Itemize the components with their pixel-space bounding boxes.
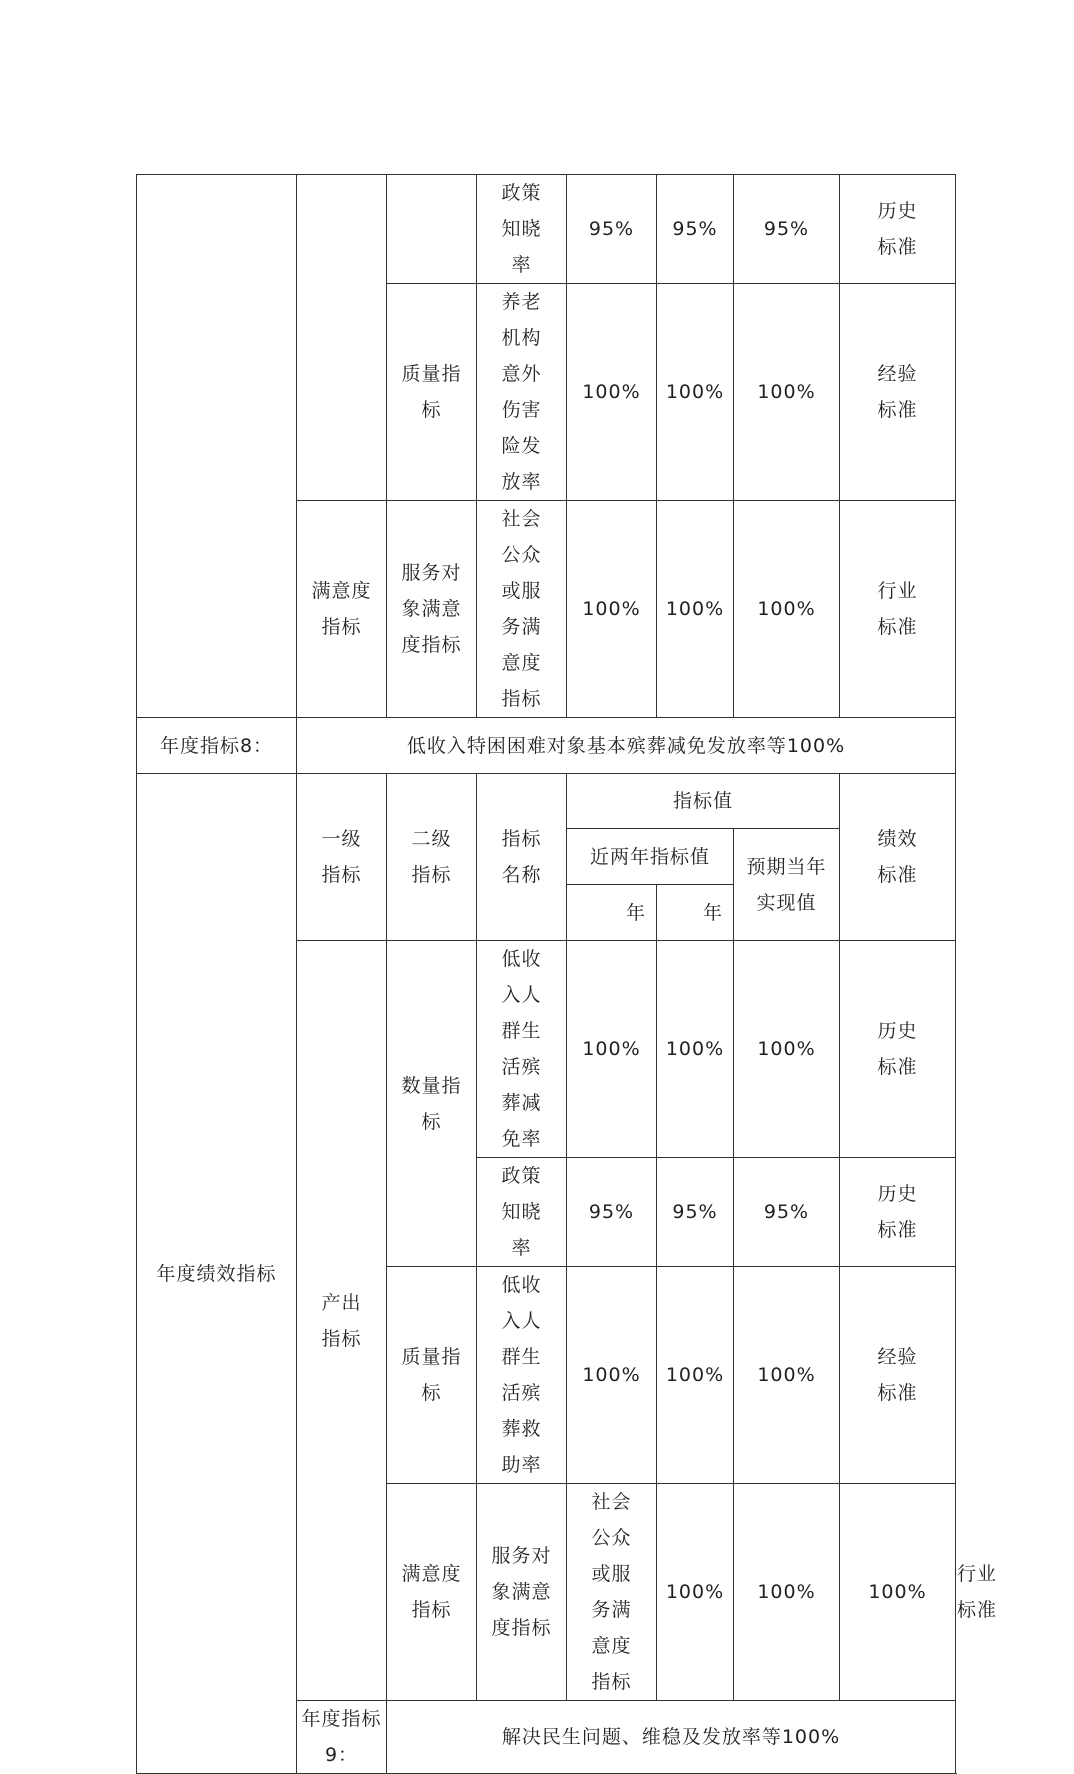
indicator-standard: 行业标准 — [840, 501, 956, 718]
indicator-target-value: 100% — [734, 1267, 840, 1484]
indicator-target-value: 95% — [734, 1158, 840, 1267]
header-year-b: 年 — [657, 885, 734, 941]
continuation-level1-cell — [297, 175, 387, 501]
header-performance-standard: 绩效标准 — [840, 774, 956, 941]
goal-9-label: 年度指标9： — [297, 1701, 387, 1774]
level1-satisfaction: 满意度指标 — [297, 501, 387, 718]
performance-indicator-table: 政策知晓率 95% 95% 95% 历史标准 质量指标 养老机构意外伤害险发放率 100% 100% 100% 经验标准 满意度指标 服务对象满意度指标 社会公众或服务满意度指标 100% 100% 100% 行业标准 年度指标8： 低收入特困困难对象基本殡葬减免发放率等100% 年度绩效指标 一级指标 二级指标 指标名称 指标值 绩效标准 近两年指标值 预期当年实现值 年 年 产出指标 数量指标 低收入人群生活殡葬减免率 100% 100% 100% 历史标准 政策知晓率 95% 95% 95% 历史标准 质量指标 低收入人群生活殡葬救助率 100% 100% 100% 经验标准 满意度指标 服务对象满意度指标 社会公众或服务满意度指标 100% 100% 100% 行业标准 年度指标9： 解决民生问题、维稳及发放率等100% — [136, 174, 956, 1774]
goal-8-text: 低收入特困困难对象基本殡葬减免发放率等100% — [297, 718, 956, 774]
indicator-target-value: 100% — [734, 501, 840, 718]
indicator-standard: 经验标准 — [840, 1267, 956, 1484]
indicator-value-year2: 95% — [657, 175, 734, 284]
level2-quality: 质量指标 — [387, 284, 477, 501]
indicator-value-year1: 95% — [567, 1158, 657, 1267]
level2-quality: 质量指标 — [387, 1267, 477, 1484]
indicator-value-year2: 100% — [734, 1484, 840, 1701]
indicator-standard: 历史标准 — [840, 941, 956, 1158]
indicator-value-year1: 100% — [567, 1267, 657, 1484]
indicator-value-year2: 100% — [657, 1267, 734, 1484]
goal-9-text: 解决民生问题、维稳及发放率等100% — [387, 1701, 956, 1774]
level1-output: 产出指标 — [297, 941, 387, 1701]
indicator-name: 低收入人群生活殡葬救助率 — [477, 1267, 567, 1484]
continuation-level2-cell — [387, 175, 477, 284]
level1-satisfaction: 满意度指标 — [387, 1484, 477, 1701]
indicator-name: 政策知晓率 — [477, 1158, 567, 1267]
indicator-value-year1: 95% — [567, 175, 657, 284]
indicator-value-year2: 100% — [657, 501, 734, 718]
header-indicator-name: 指标名称 — [477, 774, 567, 941]
indicator-value-year1: 100% — [567, 501, 657, 718]
header-level2: 二级指标 — [387, 774, 477, 941]
indicator-value-year1: 100% — [567, 941, 657, 1158]
indicator-name: 社会公众或服务满意度指标 — [477, 501, 567, 718]
annual-performance-label: 年度绩效指标 — [137, 774, 297, 1774]
header-indicator-value: 指标值 — [567, 774, 840, 829]
indicator-value-year2: 100% — [657, 284, 734, 501]
indicator-target-value: 100% — [734, 284, 840, 501]
indicator-target-value: 95% — [734, 175, 840, 284]
indicator-name: 低收入人群生活殡葬减免率 — [477, 941, 567, 1158]
indicator-name: 养老机构意外伤害险发放率 — [477, 284, 567, 501]
indicator-standard: 历史标准 — [840, 175, 956, 284]
level2-satisfaction: 服务对象满意度指标 — [387, 501, 477, 718]
continuation-label-cell — [137, 175, 297, 718]
goal-8-label: 年度指标8： — [137, 718, 297, 774]
header-year-a: 年 — [567, 885, 657, 941]
indicator-value-year1: 100% — [657, 1484, 734, 1701]
indicator-standard: 历史标准 — [840, 1158, 956, 1267]
indicator-standard: 经验标准 — [840, 284, 956, 501]
header-level1: 一级指标 — [297, 774, 387, 941]
indicator-value-year2: 100% — [657, 941, 734, 1158]
indicator-name: 社会公众或服务满意度指标 — [567, 1484, 657, 1701]
indicator-target-value: 100% — [734, 941, 840, 1158]
indicator-name: 政策知晓率 — [477, 175, 567, 284]
header-expected-current-year: 预期当年实现值 — [734, 829, 840, 941]
indicator-target-value: 100% — [840, 1484, 956, 1701]
header-recent-two-years: 近两年指标值 — [567, 829, 734, 885]
level2-quantity: 数量指标 — [387, 941, 477, 1267]
level2-satisfaction: 服务对象满意度指标 — [477, 1484, 567, 1701]
indicator-value-year2: 95% — [657, 1158, 734, 1267]
indicator-value-year1: 100% — [567, 284, 657, 501]
